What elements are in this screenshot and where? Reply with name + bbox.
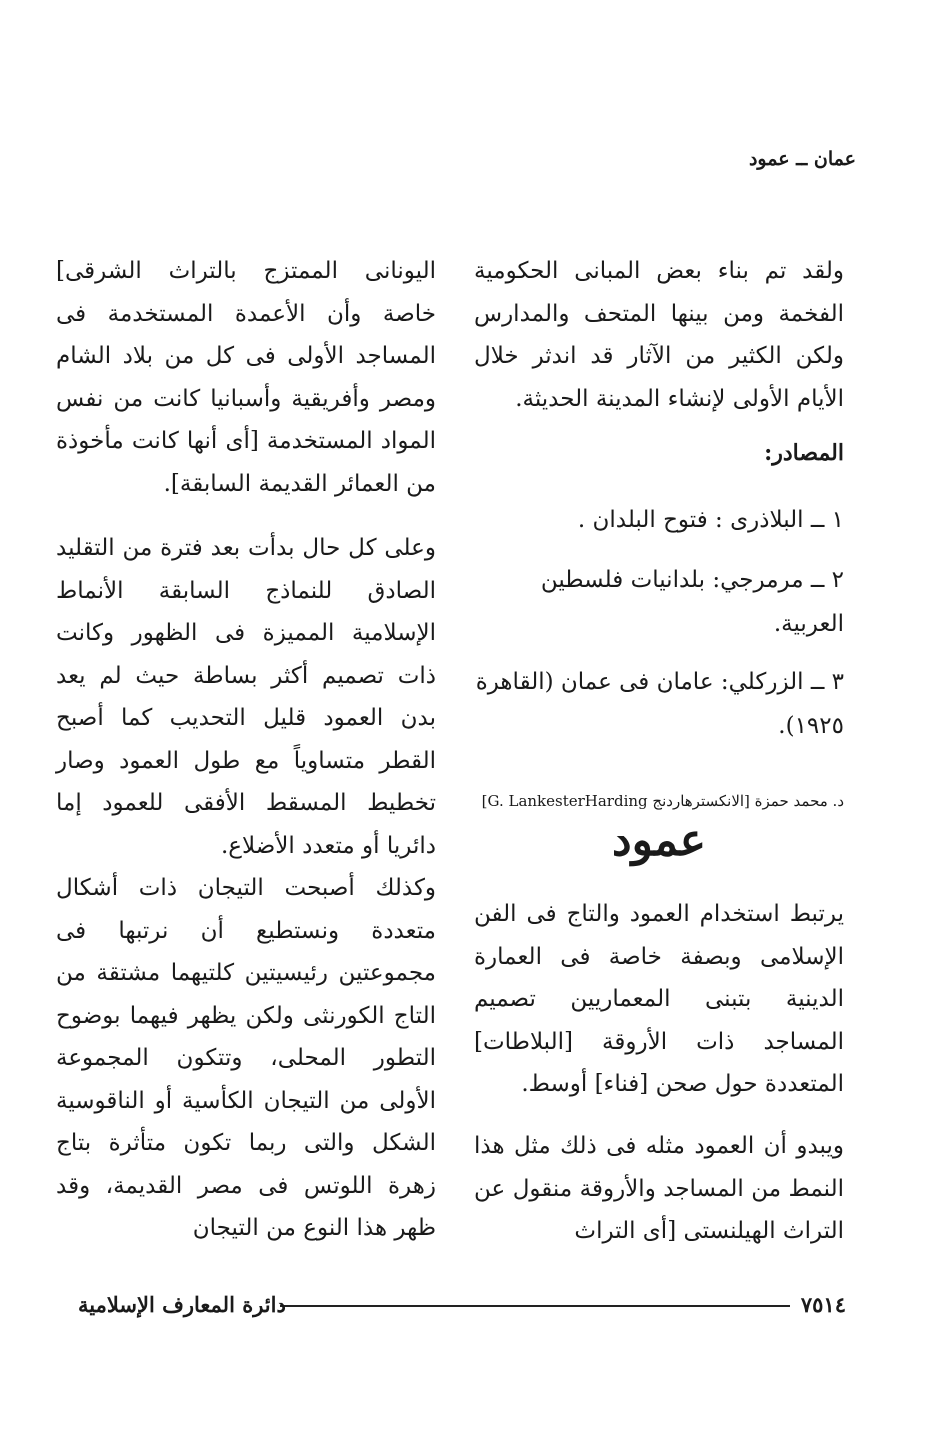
paragraph-columns-materials: اليونانى الممتزج بالتراث الشرقى] خاصة وأن الأعمدة المستخدمة فى المساجد الأولى فى كل من بلاد الشام ومصر وأفريقية وأسبانيا كانت من نفس المواد المستخدمة [أى أنها كانت مأخوذة من العمائر القديمة السابقة]. <box>56 258 436 497</box>
paragraph-islamic-styles: وعلى كل حال بدأت بعد فترة من التقليد الصادق للنماذج السابقة الأنماط الإسلامية المميزة فى الظهور وكانت ذات تصميم أكثر بساطة حيث لم يعد بدن العمود قليل التحديب كما أصبح القطر متساوياً مع طول العمود وصار تخطيط المسقط الأفقى للعمود إما دائريا أو متعدد الأضلاع. <box>56 535 436 859</box>
author-attribution: د. محمد حمزة [الانكسترهاردنج G. LankesterHarding] <box>481 792 844 810</box>
right-column-bottom <box>474 1125 844 1253</box>
paragraph-capitals: وكذلك أصبحت التيجان ذات أشكال متعددة ونستطيع أن نرتبها فى مجموعتين رئيسيتين كلتيهما مشتقة من التاج الكورنثى ولكن يظهر فيهما بوضوح التطور المحلى، وتتكون المجموعة الأولى من التيجان الكأسية أو الناقوسية الشكل والتى ربما تكون متأثرة بتاج زهرة اللوتس فى مصر القديمة، وقد ظهر هذا النوع من التيجان <box>56 875 436 1241</box>
reference-item-3: ٣ ــ الزركلي: عامان فى عمان (القاهرة ١٩٢٥). <box>475 669 844 739</box>
paragraph-building-history: ولقد تم بناء بعض المبانى الحكومية الفخمة ومن بينها المتحف والمدارس ولكن الكثير من الآثار قد اندثر خلال الأيام الأولى لإنشاء المدينة الحديثة. <box>474 258 844 412</box>
publication-name: دائرة المعارف الإسلامية <box>78 1292 286 1317</box>
right-column-lower <box>474 893 844 1106</box>
page-number: ٧٥١٤ <box>800 1292 846 1317</box>
running-header: عمان ــ عمود <box>748 148 856 170</box>
footer-rule <box>280 1305 790 1307</box>
left-column-bottom <box>56 867 436 1250</box>
right-column <box>474 250 844 420</box>
article-heading: عمود <box>611 815 706 866</box>
reference-item-1: ١ ــ البلاذرى : فتوح البلدان . <box>577 507 844 533</box>
left-column-middle <box>56 527 436 867</box>
left-column-top <box>56 250 436 505</box>
sources-title: المصادر: <box>764 440 844 466</box>
reference-item-2: ٢ ــ مرمرجي: بلدانيات فلسطين العربية. <box>540 567 844 637</box>
paragraph-hellenistic-origin: ويبدو أن العمود مثله فى ذلك مثل هذا النمط من المساجد والأروقة منقول عن التراث الهيلنستى [أى التراث <box>474 1133 844 1244</box>
paragraph-column-capital-intro: يرتبط استخدام العمود والتاج فى الفن الإسلامى وبصفة خاصة فى العمارة الدينية بتبنى المعماريين تصميم المساجد ذات الأروقة [البلاطات] المتعددة حول صحن [فناء] أوسط. <box>474 901 844 1097</box>
